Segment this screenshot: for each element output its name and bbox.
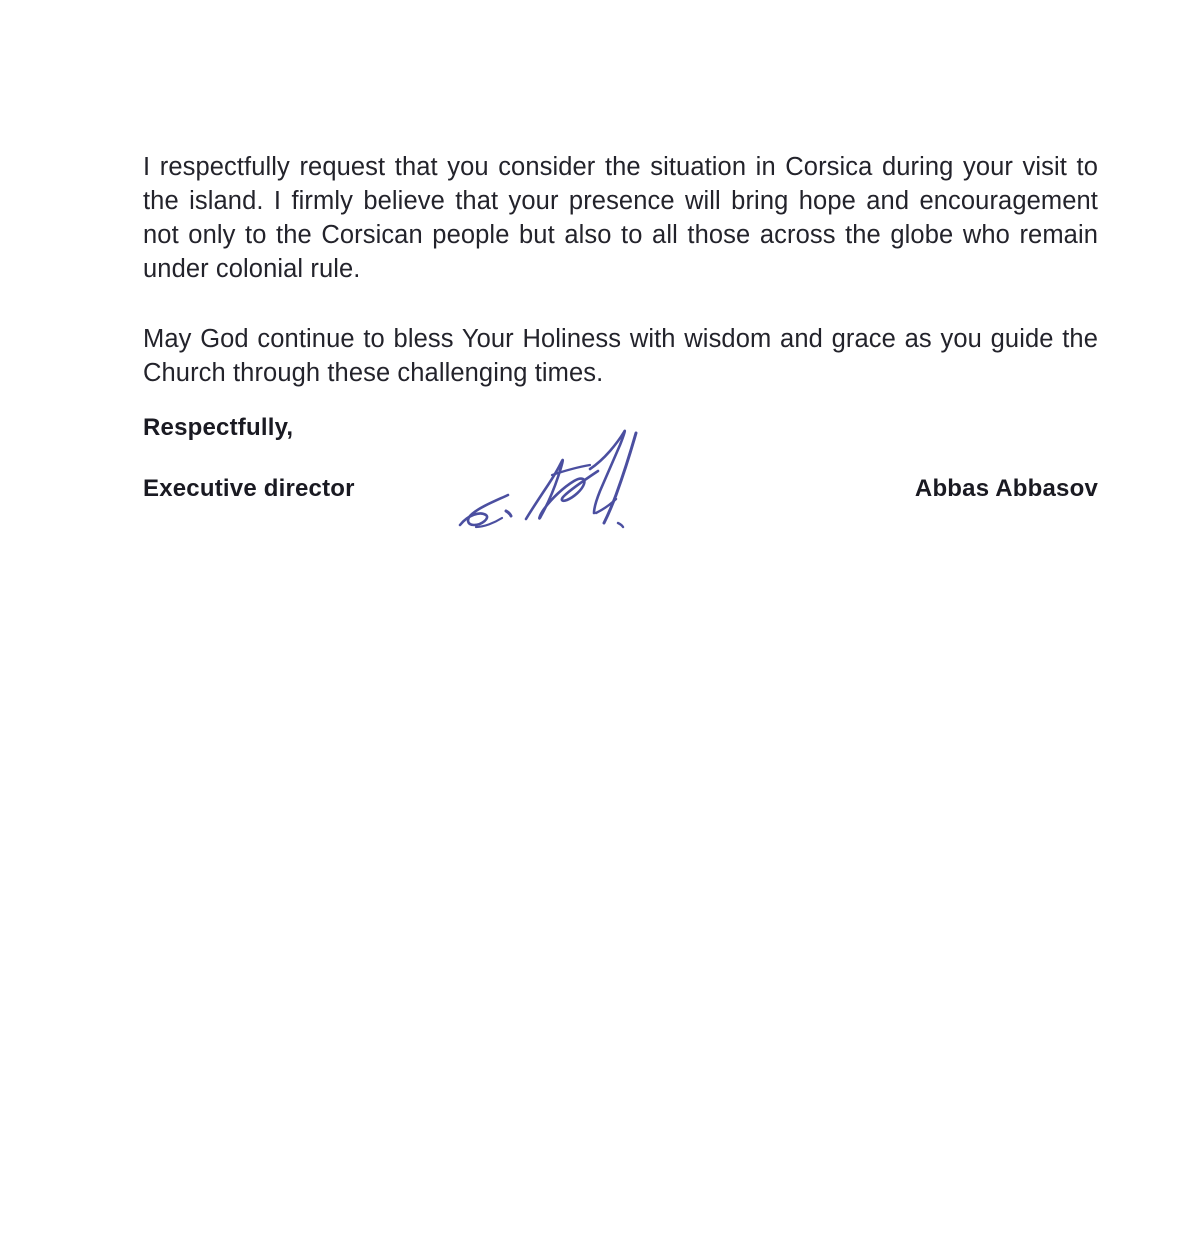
paragraph-2: May God continue to bless Your Holiness with wisdom and grace as you guide the Church through these challenging times. bbox=[143, 325, 1098, 387]
letter-body bbox=[143, 150, 1098, 390]
paragraph-1: I respectfully request that you consider the situation in Corsica during your visit to the island. I firmly believe that your presence will bring hope and encouragement not only to the Corsican people but also to all those across the globe who remain under colonial rule. bbox=[143, 153, 1098, 283]
signer-title: Executive director bbox=[143, 475, 355, 502]
signature-block bbox=[143, 475, 1098, 515]
closing-salutation: Respectfully, bbox=[143, 414, 294, 441]
signer-name: Abbas Abbasov bbox=[914, 475, 1098, 502]
